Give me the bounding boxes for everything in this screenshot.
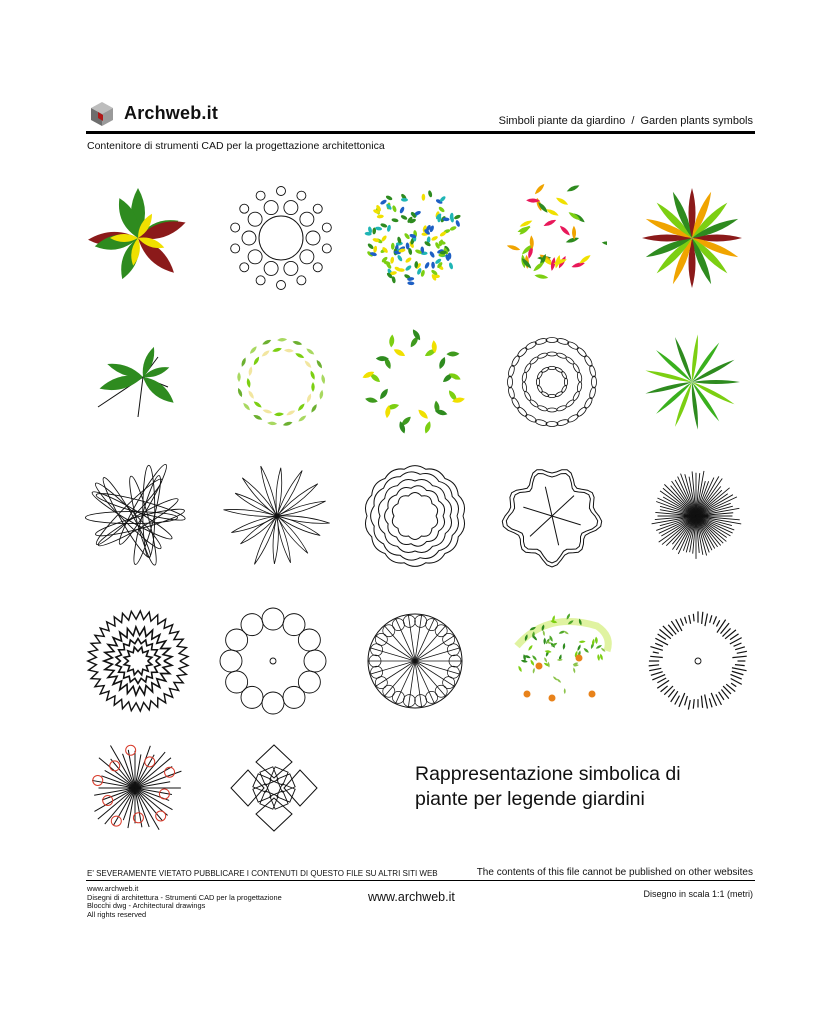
green-orange-canopy-symbol bbox=[507, 606, 617, 716]
five-leaf-branch-symbol bbox=[83, 327, 193, 437]
oval-ring-outline-symbol bbox=[497, 327, 607, 437]
footer-divider bbox=[86, 880, 755, 881]
jagged-rings-symbol bbox=[83, 606, 193, 716]
spiky-star-symbol bbox=[222, 461, 332, 571]
wavy-blob-branches-symbol bbox=[497, 461, 607, 571]
radial-dashes-symbol bbox=[643, 606, 753, 716]
diamond-petals-symbol bbox=[219, 733, 329, 843]
star-petals-color-symbol bbox=[637, 183, 747, 293]
ring-of-circles-symbol bbox=[226, 183, 336, 293]
page-title: Simboli piante da giardino / Garden plants symbols bbox=[498, 115, 753, 127]
scattered-leaves-symbol bbox=[497, 183, 607, 293]
scalloped-canopy-symbol bbox=[360, 461, 470, 571]
footer-info bbox=[87, 885, 282, 919]
page-subtitle: Contenitore di strumenti CAD per la progettazione architettonica bbox=[87, 140, 385, 152]
warning-english: The contents of this file cannot be published on other websites bbox=[476, 867, 753, 878]
green-rays-symbol bbox=[637, 327, 747, 437]
footer-line: Blocchi dwg - Architectural drawings bbox=[87, 901, 206, 911]
ring-of-arcs-symbol bbox=[218, 606, 328, 716]
archweb-logo-icon bbox=[89, 101, 115, 127]
leaf-ring-green-yellow-symbol bbox=[360, 327, 470, 437]
footer-line: Disegni di architettura - Strumenti CAD per la progettazione bbox=[87, 892, 282, 902]
crossed-ellipses-symbol bbox=[83, 461, 193, 571]
footer-line: All rights reserved bbox=[87, 909, 147, 919]
warning-italian: E' SEVERAMENTE VIETATO PUBBLICARE I CONTENUTI DI QUESTO FILE SU ALTRI SITI WEB bbox=[87, 869, 438, 878]
caption-line-1: Rappresentazione simbolica di bbox=[415, 763, 681, 785]
footer-line: www.archweb.it bbox=[87, 884, 139, 893]
brand-name: Archweb.it bbox=[124, 103, 219, 123]
caption-line-2: piante per legende giardini bbox=[415, 788, 645, 810]
leaf-ring-pale-symbol bbox=[226, 327, 336, 437]
spokes-with-arcs-symbol bbox=[360, 606, 470, 716]
caption bbox=[415, 762, 681, 812]
footer-url[interactable]: www.archweb.it bbox=[368, 890, 455, 904]
leaf-cluster-red-yellow-symbol bbox=[83, 183, 193, 293]
scale-note: Disegno in scala 1:1 (metri) bbox=[643, 889, 753, 899]
radial-lines-symbol bbox=[641, 461, 751, 571]
burst-red-circles-symbol bbox=[80, 733, 190, 843]
multicolor-dots-symbol bbox=[360, 183, 470, 293]
header-divider bbox=[86, 131, 755, 134]
